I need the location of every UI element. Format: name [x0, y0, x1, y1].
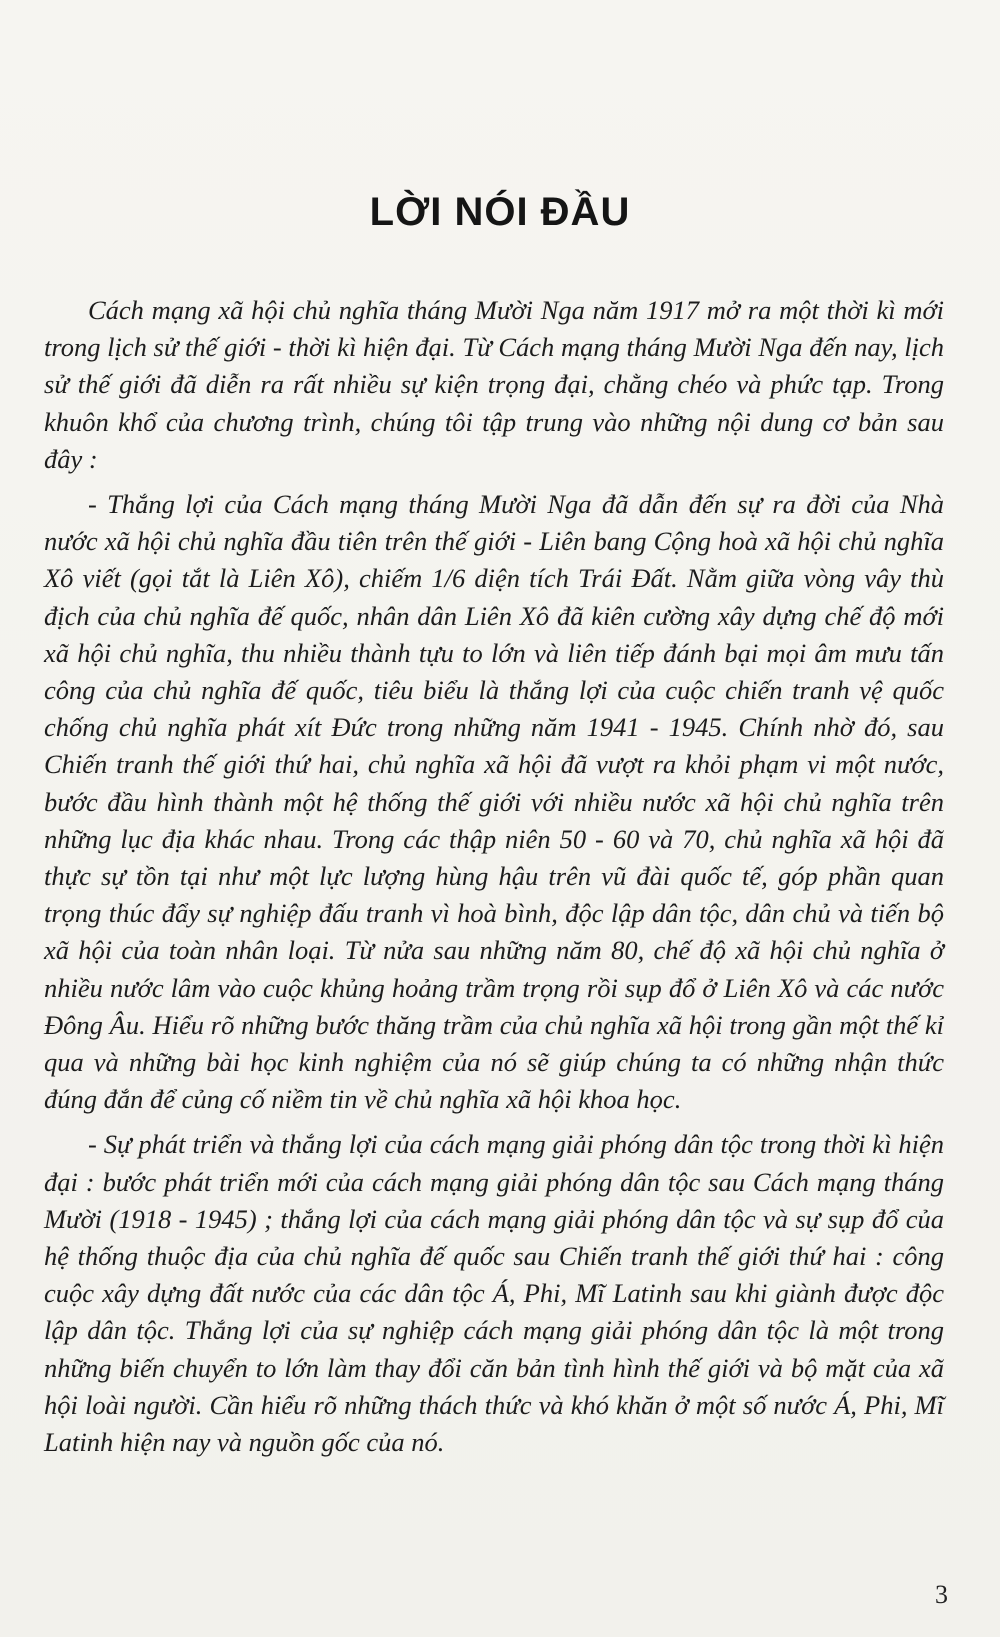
- page-number: 3: [935, 1580, 948, 1609]
- body-text: [44, 292, 944, 1469]
- paragraph-socialism: - Thắng lợi của Cách mạng tháng Mười Nga đã dẫn đến sự ra đời của Nhà nước xã hội chủ nghĩa đầu tiên trên thế giới - Liên bang Cộng hoà xã hội chủ nghĩa Xô viết (gọi tắt là Liên Xô), chiếm 1/6 diện tích Trái Đất. Nằm giữa vòng vây thù địch của chủ nghĩa đế quốc, nhân dân Liên Xô đã kiên cường xây dựng chế độ mới xã hội chủ nghĩa, thu nhiều thành tựu to lớn và liên tiếp đánh bại mọi âm mưu tấn công của chủ nghĩa đế quốc, tiêu biểu là thắng lợi của cuộc chiến tranh vệ quốc chống chủ nghĩa phát xít Đức trong những năm 1941 - 1945. Chính nhờ đó, sau Chiến tranh thế giới thứ hai, chủ nghĩa xã hội đã vượt ra khỏi phạm vi một nước, bước đầu hình thành một hệ thống thế giới với nhiều nước xã hội chủ nghĩa trên những lục địa khác nhau. Trong các thập niên 50 - 60 và 70, chủ nghĩa xã hội đã thực sự tồn tại như một lực lượng hùng hậu trên vũ đài quốc tế, góp phần quan trọng thúc đẩy sự nghiệp đấu tranh vì hoà bình, độc lập dân tộc, dân chủ và tiến bộ xã hội của toàn nhân loại. Từ nửa sau những năm 80, chế độ xã hội chủ nghĩa ở nhiều nước lâm vào cuộc khủng hoảng trầm trọng rồi sụp đổ ở Liên Xô và các nước Đông Âu. Hiểu rõ những bước thăng trầm của chủ nghĩa xã hội trong gần một thế kỉ qua và những bài học kinh nghiệm của nó sẽ giúp chúng ta có những nhận thức đúng đắn để củng cố niềm tin về chủ nghĩa xã hội khoa học.: [44, 489, 944, 1115]
- paragraph-intro: Cách mạng xã hội chủ nghĩa tháng Mười Nga năm 1917 mở ra một thời kì mới trong lịch sử thế giới - thời kì hiện đại. Từ Cách mạng tháng Mười Nga đến nay, lịch sử thế giới đã diễn ra rất nhiều sự kiện trọng đại, chằng chéo và phức tạp. Trong khuôn khổ của chương trình, chúng tôi tập trung vào những nội dung cơ bản sau đây :: [44, 295, 944, 474]
- page-title: LỜI NÓI ĐẦU: [369, 190, 631, 234]
- paragraph-liberation: - Sự phát triển và thắng lợi của cách mạng giải phóng dân tộc trong thời kì hiện đại : bước phát triển mới của cách mạng giải phóng dân tộc sau Cách mạng tháng Mười (1918 - 1945) ; thắng lợi của cách mạng giải phóng dân tộc và sự sụp đổ của hệ thống thuộc địa của chủ nghĩa đế quốc sau Chiến tranh thế giới thứ hai : công cuộc xây dựng đất nước của các dân tộc Á, Phi, Mĩ Latinh sau khi giành được độc lập dân tộc. Thắng lợi của sự nghiệp cách mạng giải phóng dân tộc là một trong những biến chuyển to lớn làm thay đổi căn bản tình hình thế giới và bộ mặt của xã hội loài người. Cần hiểu rõ những thách thức và khó khăn ở một số nước Á, Phi, Mĩ Latinh hiện nay và nguồn gốc của nó.: [44, 1129, 944, 1458]
